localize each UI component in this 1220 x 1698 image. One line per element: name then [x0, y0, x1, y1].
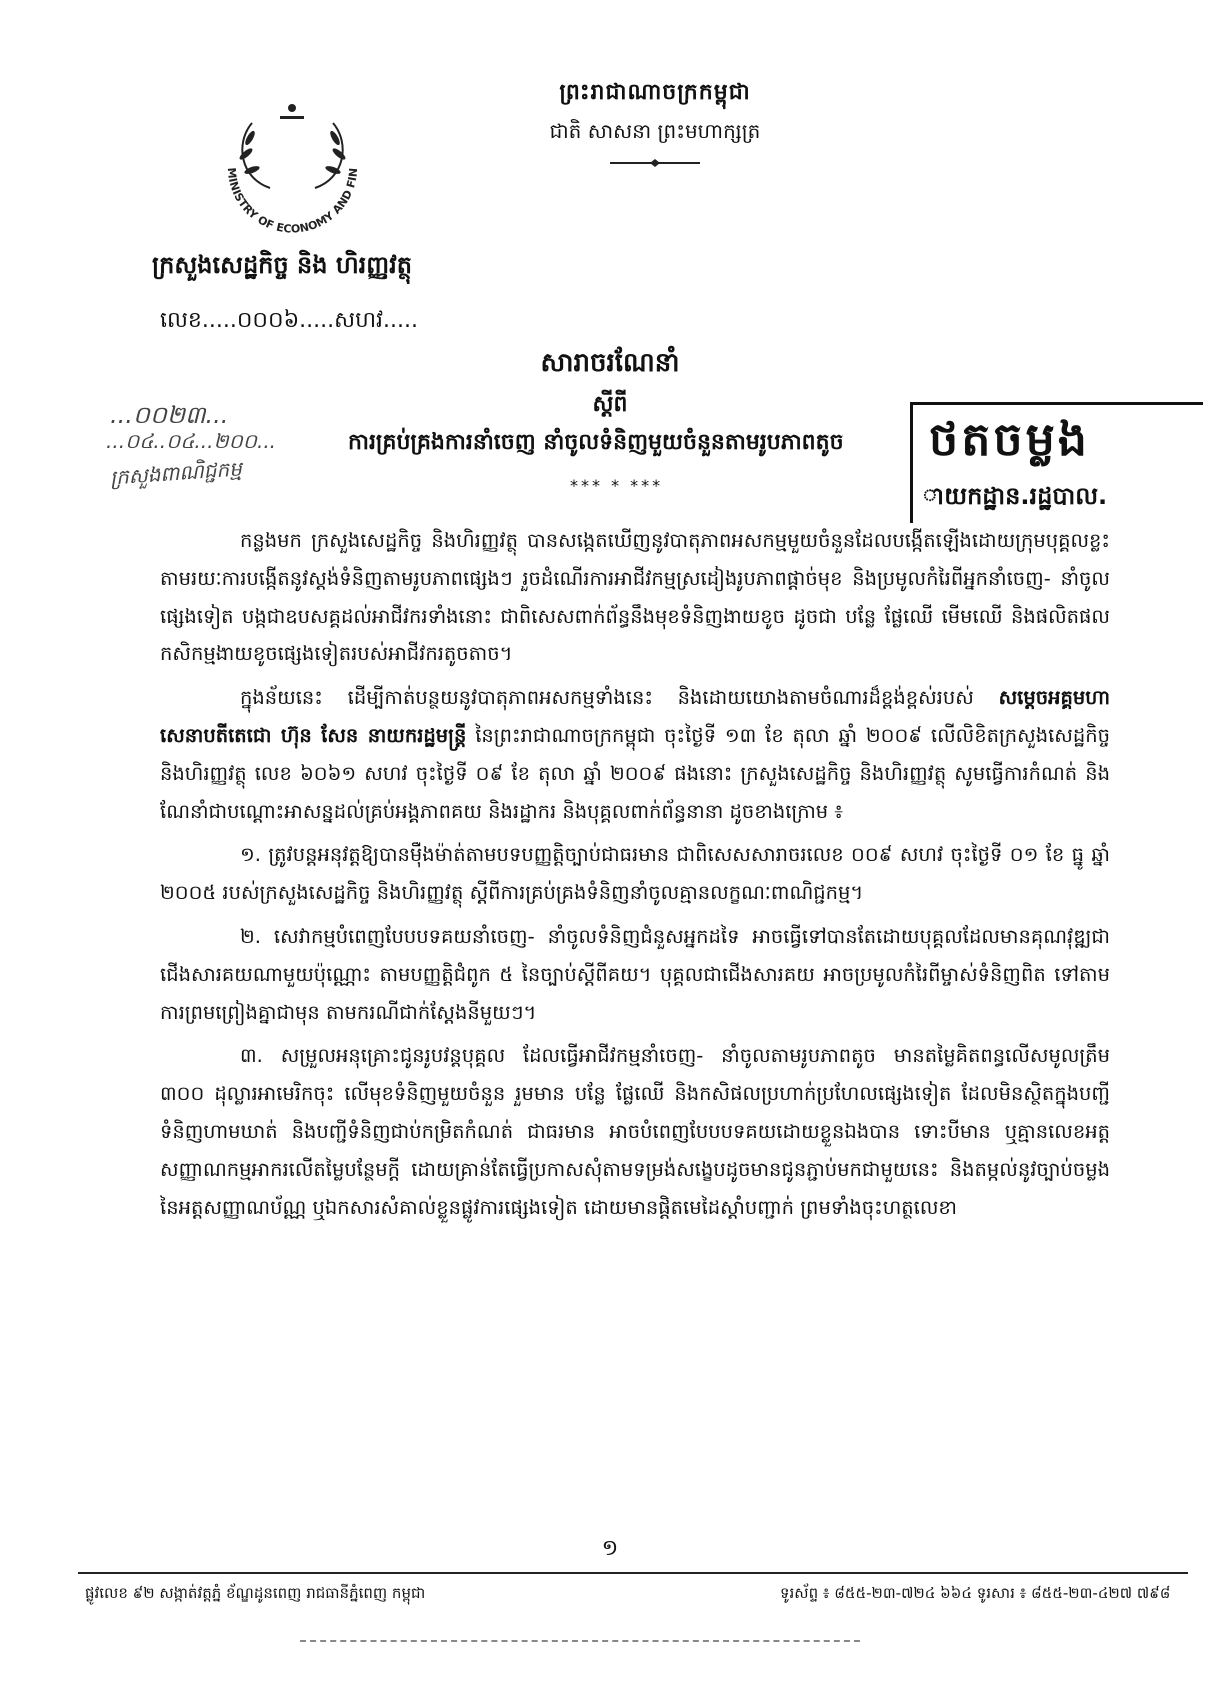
ministry-seal [200, 68, 385, 243]
received-signature: ក្រសួងពាណិជ្ជកម្ម [109, 456, 243, 490]
footer-divider [78, 1572, 1188, 1574]
document-type: សារាចរណែនាំ [540, 348, 680, 378]
kingdom-title: ព្រះរាជាណាចក្រកម្ពុជា [559, 80, 751, 105]
page-number: ១ [601, 1536, 619, 1561]
paragraph-directive [160, 679, 1110, 830]
footer-phone-fax: ទូរស័ព្ទ ៖ ៨៥៥-២៣-៧២៤ ៦៦៤ ទូរសារ ៖ ៨៥៥-២៣-៤២៧ ៧៩៨ [780, 1584, 1171, 1602]
clause-3: ៣. សម្រួលអនុគ្រោះជូនរូបវន្តបុគ្គល ដែលធ្វើអាជីវកម្មនាំចេញ- នាំចូលតាមរូបភាពតូច មានតម្លៃគិតពន្ធលើសមូលត្រឹម ៣០០ ដុល្លារអាមេរិកចុះ លើមុខទំនិញមួយចំនួន រួមមាន បន្លែ ផ្លែឈើ និងកសិផលប្រហាក់ប្រហែលផ្សេងទៀត ដែលមិនស្ថិតក្នុងបញ្ជីទំនិញហាមឃាត់ និងបញ្ជីទំនិញជាប់កម្រិតកំណត់ ជាធរមាន អាចបំពេញបែបបទគយដោយខ្លួនឯងបាន ទោះបីមាន ឬគ្មានលេខអត្តសញ្ញាណកម្មអាករលើតម្លៃបន្ថែមក្តី ដោយគ្រាន់តែធ្វើប្រកាសសុំតាមទម្រង់សង្ខេបដូចមានជូនភ្ជាប់មកជាមួយនេះ និងតម្កល់នូវច្បាប់ចម្លងនៃអត្តសញ្ញាណប័ណ្ណ ឬឯកសារសំគាល់ខ្លួនផ្លូវការផ្សេងទៀត ដោយមានផ្តិតមេដៃស្តាំបញ្ជាក់ ព្រមទាំងចុះហត្ថលេខា [160, 1044, 1110, 1219]
copy-stamp-department: ាយកដ្ឋាន.រដ្ឋបាល. [923, 482, 1108, 510]
ministry-name: ក្រសួងសេដ្ឋកិច្ច និង ហិរញ្ញវត្ថុ [152, 251, 412, 279]
document-subject: ការគ្រប់គ្រងការនាំចេញ នាំចូលទំនិញមួយចំនួនតាមរូបភាពតូច [348, 430, 844, 455]
seal-text: MINISTRY OF ECONOMY AND FIN [224, 167, 361, 236]
kingdom-header [490, 78, 820, 168]
document-body [160, 522, 1110, 1232]
received-stamp [40, 370, 370, 490]
prime-minister-name: សម្តេចអគ្គមហាសេនាបតីតេជោ ហ៊ុន សែន នាយករដ្ឋមន្ត្រី [160, 686, 1110, 747]
copy-stamp-main: ថតចម្លង [929, 412, 1090, 466]
ornament-divider [610, 158, 700, 168]
paragraph-directive-text-b: នៃព្រះរាជាណាចក្រកម្ពុជា ចុះថ្ងៃទី ១៣ ខែ តុលា ឆ្នាំ ២០០៩ លើលិខិតក្រសួងសេដ្ឋកិច្ច និងហិរញ្ញវត្ថុ លេខ ៦០៦១ សហវ ចុះថ្ងៃទី ០៩ ខែ តុលា ឆ្នាំ ២០០៩ ផងនោះ ក្រសួងសេដ្ឋកិច្ច និងហិរញ្ញវត្ថុ សូមធ្វើការកំណត់ និងណែនាំជាបណ្តោះអាសន្នដល់គ្រប់អង្គភាពគយ និងរដ្ឋាករ និងបុគ្គលពាក់ព័ន្ធនានា ដូចខាងក្រោម ៖ [160, 723, 1110, 823]
paragraph-directive-text-a: ក្នុងន័យនេះ ដើម្បីកាត់បន្ថយនូវបាតុភាពអសកម្មទាំងនេះ និងដោយយោងតាមចំណារដ៏ខ្ពង់ខ្ពស់របស់ [240, 686, 999, 710]
copy-stamp [910, 402, 1203, 523]
clause-2: ២. សេវាកម្មបំពេញបែបបទគយនាំចេញ- នាំចូលទំនិញជំនួសអ្នកដទៃ អាចធ្វើទៅបានតែដោយបុគ្គលដែលមានគុណវុឌ្ឍជាជើងសារគយណាមួយប៉ុណ្ណោះ តាមបញ្ញត្តិជំពូក ៥ នៃច្បាប់ស្តីពីគយ។ បុគ្គលជាជើងសារគយ អាចប្រមូលកំរៃពីម្ចាស់ទំនិញពិត ទៅតាមការព្រមព្រៀងគ្នាជាមុន តាមករណីជាក់ស្តែងនីមួយៗ។ [160, 924, 1110, 1024]
received-number: ...០០២៣... [110, 401, 229, 429]
reference-number: លេខ.....០០០៦.....សហវ..... [160, 308, 418, 333]
title-ornament: *** * *** [570, 476, 664, 495]
paragraph-intro: កន្លងមក ក្រសួងសេដ្ឋកិច្ច និងហិរញ្ញវត្ថុ បានសង្កេតឃើញនូវបាតុភាពអសកម្មមួយចំនួនដែលបង្កើតឡើងដោយក្រុមបុគ្គលខ្លះ តាមរយៈការបង្កើតនូវស្តង់ទំនិញតាមរូបភាពផ្សេងៗ រួចដំណើរការអាជីវកម្មស្រដៀងរូបភាពផ្តាច់មុខ និងប្រមូលកំរៃពីអ្នកនាំចេញ- នាំចូលផ្សេងទៀត បង្កជាឧបសគ្គដល់អាជីវករទាំងនោះ ជាពិសេសពាក់ព័ន្ធនឹងមុខទំនិញងាយខូច ដូចជា បន្លែ ផ្លែឈើ មើមឈើ និងផលិតផលកសិកម្មងាយខូចផ្សេងទៀតរបស់អាជីវករតូចតាច។ [160, 529, 1110, 666]
received-date: ...០៤..០៤...២០០... [106, 429, 277, 453]
kingdom-motto: ជាតិ សាសនា ព្រះមហាក្សត្រ [549, 119, 761, 143]
document-about: ស្តីពី [592, 392, 628, 417]
footer-address: ផ្លូវលេខ ៩២ សង្កាត់វត្តភ្នំ ខ័ណ្ឌដូនពេញ រាជធានីភ្នំពេញ កម្ពុជា [85, 1584, 426, 1602]
clause-1: ១. ត្រូវបន្តអនុវត្តឱ្យបានម៉ឺងម៉ាត់តាមបទបញ្ញត្តិច្បាប់ជាធរមាន ជាពិសេសសារាចរលេខ ០០៩ សហវ ចុះថ្ងៃទី ០១ ខែ ធ្នូ ឆ្នាំ ២០០៥ របស់ក្រសួងសេដ្ឋកិច្ច និងហិរញ្ញវត្ថុ ស្តីពីការគ្រប់គ្រងទំនិញនាំចូលគ្មានលក្ខណៈពាណិជ្ជកម្ម។ [160, 843, 1110, 905]
bottom-scan-artifact [300, 1640, 860, 1642]
